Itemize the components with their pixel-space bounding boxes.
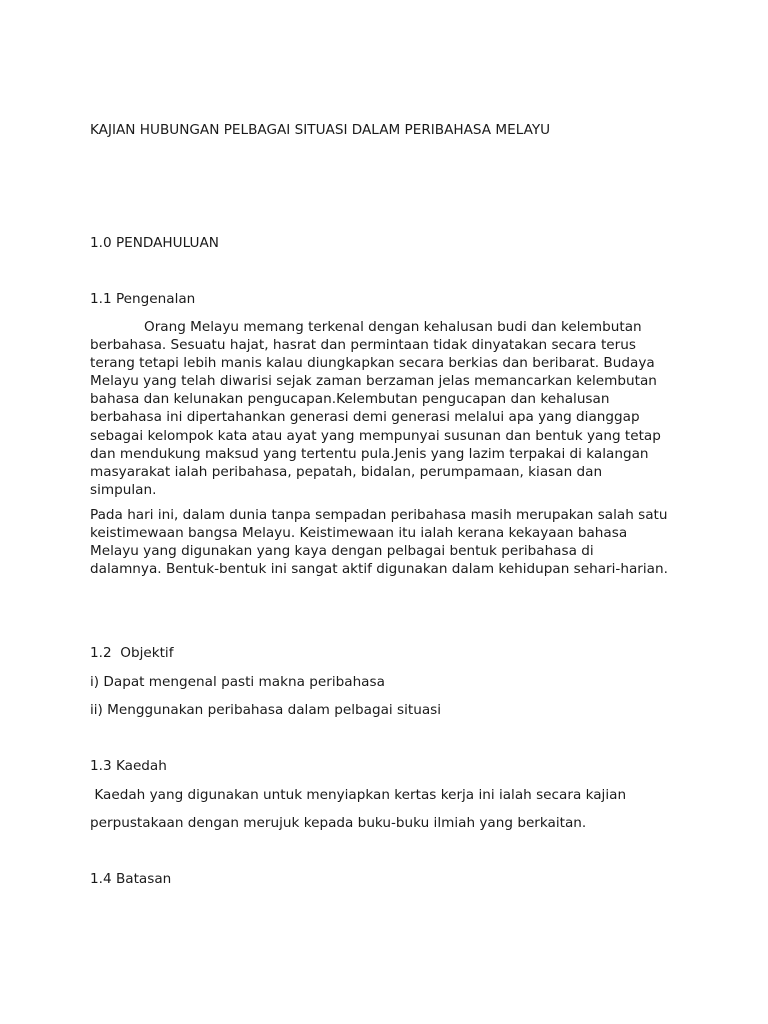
paragraph-line: Melayu yang digunakan yang kaya dengan pelbagai bentuk peribahasa di — [90, 543, 594, 560]
paragraph-line: berbahasa. Sesuatu hajat, hasrat dan permintaan tidak dinyatakan secara terus — [90, 337, 636, 354]
section-heading-pendahuluan: 1.0 PENDAHULUAN — [90, 235, 219, 251]
paragraph-line: bahasa dan kelunakan pengucapan.Kelembutan pengucapan dan kehalusan — [90, 391, 610, 408]
paragraph-line: Orang Melayu memang terkenal dengan kehalusan budi dan kelembutan — [144, 319, 642, 335]
document-title: KAJIAN HUBUNGAN PELBAGAI SITUASI DALAM PERIBAHASA MELAYU — [90, 122, 551, 138]
method-text-line-2: perpustakaan dengan merujuk kepada buku-buku ilmiah yang berkaitan. — [90, 815, 587, 831]
paragraph-line: simpulan. — [90, 481, 157, 498]
paragraph-line: keistimewaan bangsa Melayu. Keistimewaan itu ialah kerana kekayaan bahasa — [90, 525, 628, 542]
subsection-heading-batasan: 1.4 Batasan — [90, 871, 172, 887]
paragraph-line: dalamnya. Bentuk-bentuk ini sangat aktif digunakan dalam kehidupan sehari-harian. — [90, 561, 668, 578]
objective-item-2: ii) Menggunakan peribahasa dalam pelbagai situasi — [90, 702, 442, 718]
subsection-heading-pengenalan: 1.1 Pengenalan — [90, 291, 196, 307]
paragraph-line: sebagai kelompok kata atau ayat yang mempunyai susunan dan bentuk yang tetap — [90, 427, 661, 444]
method-text-line-1: Kaedah yang digunakan untuk menyiapkan kertas kerja ini ialah secara kajian — [90, 787, 627, 803]
objective-item-1: i) Dapat mengenal pasti makna peribahasa — [90, 674, 385, 690]
paragraph-line: dan mendukung maksud yang tertentu pula.Jenis yang lazim terpakai di kalangan — [90, 445, 649, 462]
paragraph-introduction — [90, 318, 690, 499]
paragraph-line: Melayu yang telah diwarisi sejak zaman berzaman jelas memancarkan kelembutan — [90, 373, 657, 390]
subsection-heading-kaedah: 1.3 Kaedah — [90, 758, 167, 774]
paragraph-line: berbahasa ini dipertahankan generasi demi generasi melalui apa yang dianggap — [90, 409, 640, 426]
paragraph-today — [90, 506, 690, 578]
paragraph-line: terang tetapi lebih manis kalau diungkapkan secara berkias dan beribarat. Budaya — [90, 355, 655, 372]
paragraph-line: masyarakat ialah peribahasa, pepatah, bidalan, perumpamaan, kiasan dan — [90, 463, 603, 480]
subsection-heading-objektif: 1.2 Objektif — [90, 645, 174, 661]
paragraph-line: Pada hari ini, dalam dunia tanpa sempadan peribahasa masih merupakan salah satu — [90, 507, 668, 523]
